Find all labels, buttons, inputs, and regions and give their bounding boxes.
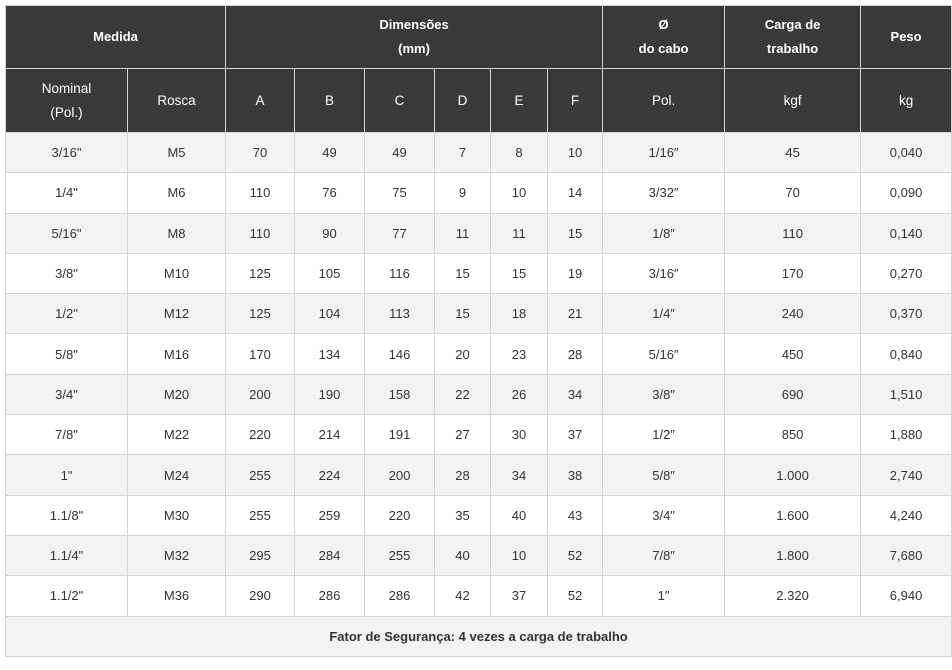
cell-e: 11 [491, 213, 548, 253]
cell-b: 259 [295, 495, 365, 535]
cell-a: 70 [226, 133, 295, 173]
cell-b: 104 [295, 294, 365, 334]
cell-c: 286 [365, 576, 435, 616]
cell-carga-kgf: 1.600 [725, 495, 861, 535]
table-row [6, 576, 952, 616]
cell-cabo-pol: 1/8″ [603, 213, 725, 253]
header-dimensoes-line1: Dimensões [379, 17, 449, 32]
cell-c: 255 [365, 535, 435, 575]
cell-rosca: M20 [128, 374, 226, 414]
cell-c: 146 [365, 334, 435, 374]
cell-rosca: M5 [128, 133, 226, 173]
cell-d: 15 [435, 294, 491, 334]
header-carga-line1: Carga de [764, 17, 821, 32]
cell-d: 35 [435, 495, 491, 535]
cell-e: 37 [491, 576, 548, 616]
cell-d: 15 [435, 253, 491, 293]
subheader-nominal [6, 69, 128, 133]
cell-b: 284 [295, 535, 365, 575]
cell-nominal: 1.1/4" [6, 535, 128, 575]
cell-carga-kgf: 170 [725, 253, 861, 293]
table-row [6, 253, 952, 293]
cell-b: 190 [295, 374, 365, 414]
footer-row [6, 616, 952, 656]
cell-rosca: M24 [128, 455, 226, 495]
table-row [6, 294, 952, 334]
cell-nominal: 1.1/2" [6, 576, 128, 616]
cell-c: 116 [365, 253, 435, 293]
subheader-nominal-line1: Nominal [41, 80, 92, 96]
cell-rosca: M22 [128, 415, 226, 455]
cell-nominal: 1/2" [6, 294, 128, 334]
cell-b: 49 [295, 133, 365, 173]
cell-cabo-pol: 3/4" [603, 495, 725, 535]
cell-nominal: 1.1/8" [6, 495, 128, 535]
cell-nominal: 1/4" [6, 173, 128, 213]
cell-nominal: 7/8" [6, 415, 128, 455]
cell-a: 290 [226, 576, 295, 616]
cell-nominal: 5/8" [6, 334, 128, 374]
cell-peso-kg: 7,680 [861, 535, 952, 575]
cell-b: 76 [295, 173, 365, 213]
table-row [6, 334, 952, 374]
table-row [6, 213, 952, 253]
cell-b: 134 [295, 334, 365, 374]
table-row [6, 374, 952, 414]
cell-rosca: M8 [128, 213, 226, 253]
cell-peso-kg: 0,840 [861, 334, 952, 374]
table-row [6, 133, 952, 173]
cell-carga-kgf: 850 [725, 415, 861, 455]
cell-rosca: M16 [128, 334, 226, 374]
cell-d: 11 [435, 213, 491, 253]
cell-e: 30 [491, 415, 548, 455]
subheader-kgf: kgf [725, 69, 861, 133]
cell-peso-kg: 0,140 [861, 213, 952, 253]
subheader-a: A [226, 69, 295, 133]
cell-a: 170 [226, 334, 295, 374]
cell-a: 200 [226, 374, 295, 414]
cell-a: 110 [226, 173, 295, 213]
cell-cabo-pol: 3/32″ [603, 173, 725, 213]
cell-peso-kg: 1,510 [861, 374, 952, 414]
header-carga-trabalho [725, 6, 861, 69]
cell-rosca: M6 [128, 173, 226, 213]
cell-d: 27 [435, 415, 491, 455]
cell-a: 295 [226, 535, 295, 575]
subheader-b: B [295, 69, 365, 133]
cell-e: 10 [491, 173, 548, 213]
subheader-d: D [435, 69, 491, 133]
cell-b: 214 [295, 415, 365, 455]
table-row [6, 455, 952, 495]
cell-b: 90 [295, 213, 365, 253]
cell-a: 125 [226, 253, 295, 293]
cell-peso-kg: 1,880 [861, 415, 952, 455]
cell-f: 38 [548, 455, 603, 495]
cell-b: 224 [295, 455, 365, 495]
cell-e: 15 [491, 253, 548, 293]
subheader-row [6, 69, 952, 133]
cell-e: 26 [491, 374, 548, 414]
cell-e: 40 [491, 495, 548, 535]
cell-carga-kgf: 70 [725, 173, 861, 213]
table-row [6, 535, 952, 575]
cell-c: 220 [365, 495, 435, 535]
cell-a: 220 [226, 415, 295, 455]
cell-cabo-pol: 5/8″ [603, 455, 725, 495]
cell-f: 14 [548, 173, 603, 213]
cell-c: 191 [365, 415, 435, 455]
cell-cabo-pol: 1″ [603, 576, 725, 616]
cell-e: 23 [491, 334, 548, 374]
header-dimensoes [226, 6, 603, 69]
cell-rosca: M10 [128, 253, 226, 293]
header-row [6, 6, 952, 69]
cell-peso-kg: 0,040 [861, 133, 952, 173]
cell-c: 200 [365, 455, 435, 495]
cell-e: 8 [491, 133, 548, 173]
cell-nominal: 5/16" [6, 213, 128, 253]
cell-f: 28 [548, 334, 603, 374]
cell-carga-kgf: 450 [725, 334, 861, 374]
cell-a: 255 [226, 495, 295, 535]
subheader-c: C [365, 69, 435, 133]
cell-e: 34 [491, 455, 548, 495]
cell-rosca: M30 [128, 495, 226, 535]
specs-table [5, 5, 952, 657]
cell-nominal: 3/4" [6, 374, 128, 414]
cell-c: 158 [365, 374, 435, 414]
cell-cabo-pol: 1/4″ [603, 294, 725, 334]
cell-nominal: 3/8" [6, 253, 128, 293]
cell-carga-kgf: 1.000 [725, 455, 861, 495]
cell-cabo-pol: 3/8″ [603, 374, 725, 414]
subheader-f: F [548, 69, 603, 133]
header-medida: Medida [6, 6, 226, 69]
cell-c: 75 [365, 173, 435, 213]
cell-carga-kgf: 1.800 [725, 535, 861, 575]
cell-f: 52 [548, 576, 603, 616]
cell-carga-kgf: 110 [725, 213, 861, 253]
safety-factor-note: Fator de Segurança: 4 vezes a carga de trabalho [6, 616, 952, 656]
header-cabo-line2: do cabo [638, 41, 689, 56]
cell-d: 9 [435, 173, 491, 213]
table-row [6, 415, 952, 455]
cell-b: 286 [295, 576, 365, 616]
cell-f: 52 [548, 535, 603, 575]
cell-peso-kg: 0,370 [861, 294, 952, 334]
cell-rosca: M12 [128, 294, 226, 334]
cell-e: 10 [491, 535, 548, 575]
header-diametro-cabo [603, 6, 725, 69]
header-cabo-line1: Ø [658, 17, 669, 32]
cell-carga-kgf: 45 [725, 133, 861, 173]
table-row [6, 173, 952, 213]
cell-d: 22 [435, 374, 491, 414]
cell-c: 77 [365, 213, 435, 253]
cell-a: 255 [226, 455, 295, 495]
table-body [6, 133, 952, 617]
cell-carga-kgf: 690 [725, 374, 861, 414]
table-row [6, 495, 952, 535]
cell-peso-kg: 6,940 [861, 576, 952, 616]
cell-cabo-pol: 1/2″ [603, 415, 725, 455]
cell-b: 105 [295, 253, 365, 293]
header-carga-line2: trabalho [766, 41, 819, 56]
cell-d: 7 [435, 133, 491, 173]
header-dimensoes-line2: (mm) [398, 41, 430, 56]
cell-f: 21 [548, 294, 603, 334]
cell-d: 20 [435, 334, 491, 374]
cell-peso-kg: 4,240 [861, 495, 952, 535]
cell-cabo-pol: 1/16″ [603, 133, 725, 173]
cell-f: 34 [548, 374, 603, 414]
header-peso: Peso [861, 6, 952, 69]
cell-cabo-pol: 5/16″ [603, 334, 725, 374]
cell-f: 15 [548, 213, 603, 253]
cell-e: 18 [491, 294, 548, 334]
cell-f: 37 [548, 415, 603, 455]
cell-nominal: 1" [6, 455, 128, 495]
cell-peso-kg: 0,270 [861, 253, 952, 293]
cell-rosca: M36 [128, 576, 226, 616]
cell-nominal: 3/16" [6, 133, 128, 173]
cell-c: 113 [365, 294, 435, 334]
cell-f: 19 [548, 253, 603, 293]
cell-carga-kgf: 2.320 [725, 576, 861, 616]
cell-rosca: M32 [128, 535, 226, 575]
subheader-pol: Pol. [603, 69, 725, 133]
subheader-rosca: Rosca [128, 69, 226, 133]
subheader-nominal-line2: (Pol.) [50, 104, 83, 120]
cell-peso-kg: 2,740 [861, 455, 952, 495]
cell-d: 28 [435, 455, 491, 495]
cell-a: 125 [226, 294, 295, 334]
cell-f: 10 [548, 133, 603, 173]
cell-d: 40 [435, 535, 491, 575]
cell-c: 49 [365, 133, 435, 173]
cell-carga-kgf: 240 [725, 294, 861, 334]
cell-peso-kg: 0,090 [861, 173, 952, 213]
cell-f: 43 [548, 495, 603, 535]
cell-cabo-pol: 7/8″ [603, 535, 725, 575]
cell-d: 42 [435, 576, 491, 616]
cell-cabo-pol: 3/16″ [603, 253, 725, 293]
cell-a: 110 [226, 213, 295, 253]
subheader-kg: kg [861, 69, 952, 133]
subheader-e: E [491, 69, 548, 133]
